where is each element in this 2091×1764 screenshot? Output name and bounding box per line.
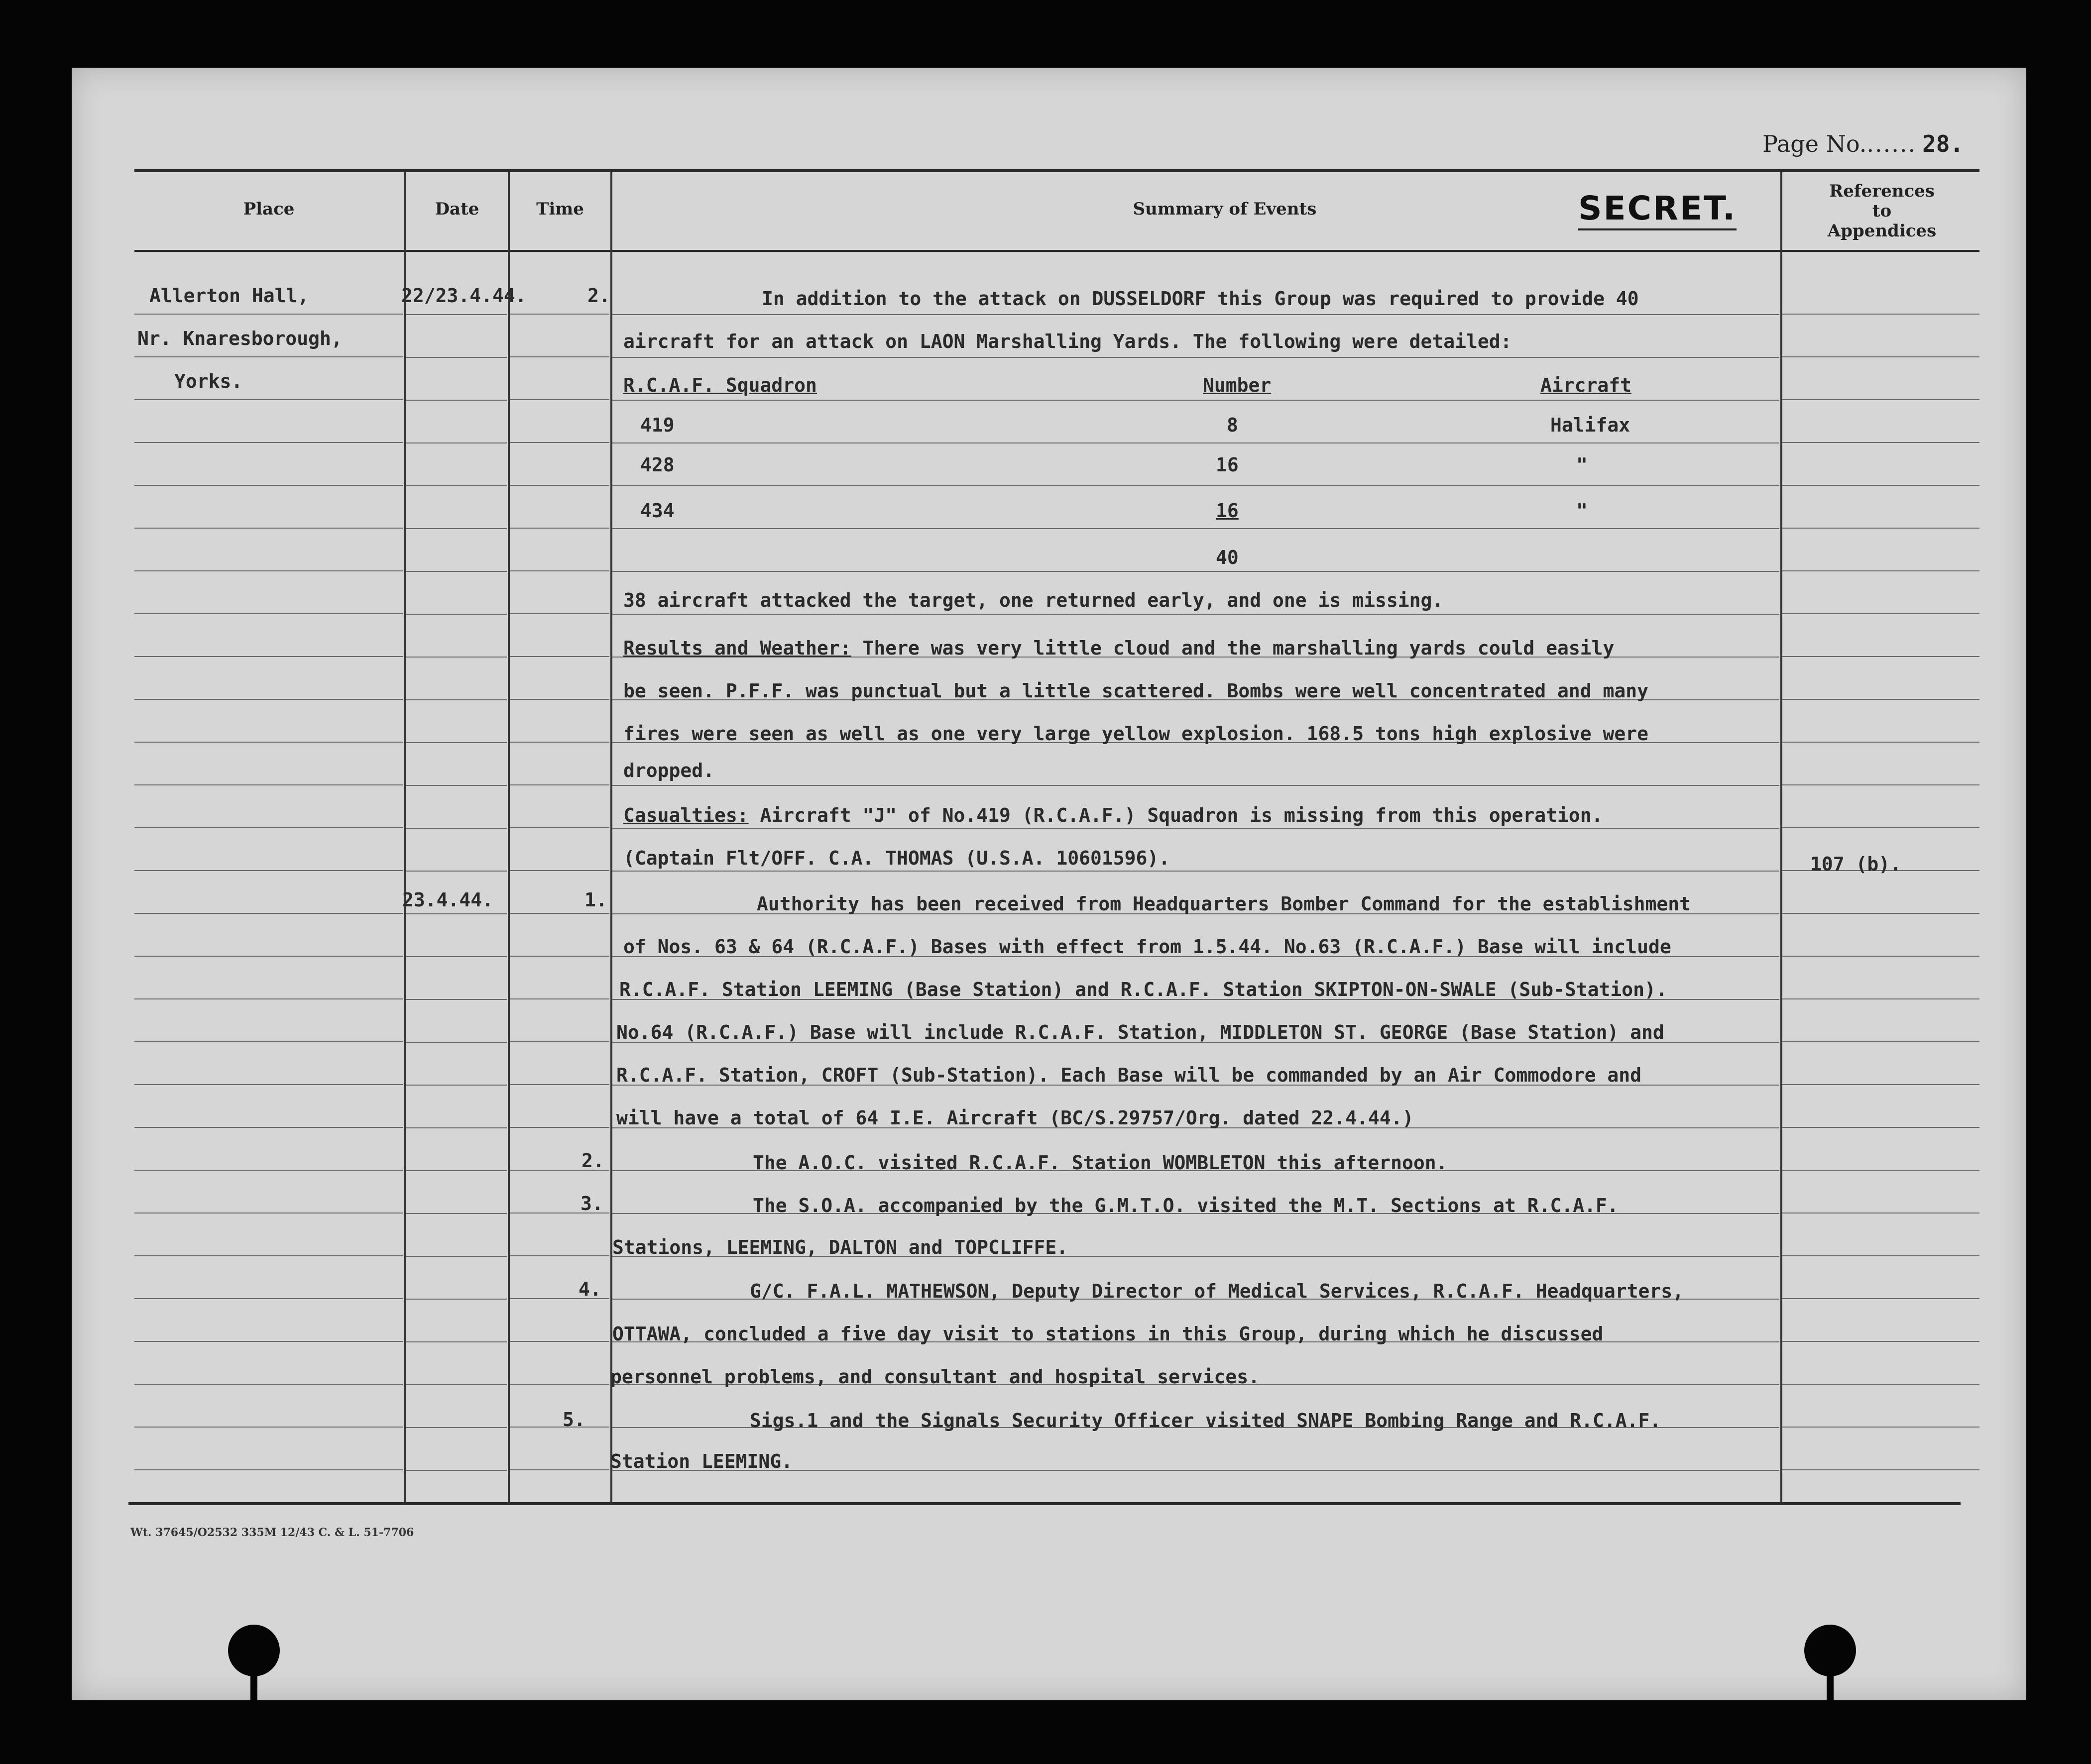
entry2-time: 1. [584,889,607,911]
form-footer-code: Wt. 37645/O2532 335M 12/43 C. & L. 51-7706 [130,1526,414,1539]
ruled-line [510,1255,609,1256]
ruled-line [406,314,507,315]
ruled-line [406,871,507,872]
place-line-3: Yorks. [174,370,243,392]
ruled-line [510,699,609,700]
ruled-line [510,1084,609,1085]
ruled-line [134,314,403,315]
ruled-line [510,784,609,785]
ruled-line [612,528,1779,529]
summary-line-14: R.C.A.F. Station, CROFT (Sub-Station). Each Base will be commanded by an Air Commodore and [616,1064,1642,1086]
ruled-line [1782,742,1979,743]
ruled-line [1782,485,1979,486]
ruled-line [510,956,609,957]
ruled-line [134,613,403,614]
ruled-line [134,356,403,357]
header-references [1782,181,1981,241]
ruled-line [134,399,403,400]
ruled-line [406,485,507,486]
ruled-line [1782,613,1979,614]
ruled-line [1782,1084,1979,1085]
row-1-number: 8 [1227,414,1238,436]
row-3-aircraft: " [1576,500,1588,522]
ruled-line [510,356,609,357]
row-2-aircraft: " [1576,454,1588,476]
ruled-line [510,1041,609,1042]
summary-line-19: G/C. F.A.L. MATHEWSON, Deputy Director of Medical Services, R.C.A.F. Headquarters, [750,1280,1684,1302]
casualties-label: Casualties: [623,804,749,826]
header-references-line1: References [1829,181,1935,201]
ruled-line [510,827,609,828]
ruled-line [406,828,507,829]
summary-line-1: In addition to the attack on DUSSELDORF this Group was required to provide 40 [762,288,1639,310]
ruled-line [406,1341,507,1342]
ruled-line [406,742,507,743]
ruled-line [510,742,609,743]
ruled-line [510,528,609,529]
ruled-line [1782,356,1979,357]
summary-line-22: Sigs.1 and the Signals Security Officer visited SNAPE Bombing Range and R.C.A.F. [750,1410,1661,1432]
ruled-line [1782,656,1979,657]
ruled-line [406,1256,507,1257]
header-place: Place [243,199,295,219]
ruled-line [1782,913,1979,914]
ruled-line [406,1299,507,1300]
ruled-line [1782,998,1979,999]
row-3-number: 16 [1216,500,1239,522]
ruled-line [406,1085,507,1086]
summary-line-23: Station LEEMING. [610,1450,793,1472]
column-divider-summary [1780,172,1782,1502]
ruled-line [612,442,1779,443]
ruled-line [1782,570,1979,571]
entry-time-3: 3. [581,1193,603,1214]
ruled-line [510,913,609,914]
row-1-squadron: 419 [640,414,675,436]
ruled-line [134,1127,403,1128]
page-number-label: Page No. [1762,130,1867,157]
ruled-line [134,485,403,486]
header-bottom-border [134,250,1979,252]
ruled-line [1782,1298,1979,1299]
header-time: Time [536,199,584,219]
ruled-line [406,357,507,358]
aircraft-total: 40 [1216,547,1239,568]
ruled-line [612,357,1779,358]
table-bottom-border [128,1502,1961,1505]
ruled-line [406,913,507,914]
casualties-paragraph [623,804,1603,826]
row-1-aircraft: Halifax [1550,414,1630,436]
ruled-line [406,956,507,957]
ruled-line [406,699,507,700]
page-number [1762,130,1964,157]
column-divider-date [508,172,510,1502]
appendix-reference: 107 (b). [1810,853,1902,875]
ruled-line [510,998,609,999]
table-top-border [134,169,1979,172]
summary-line-5: be seen. P.F.F. was punctual but a little scattered. Bombs were well concentrated and many [623,680,1649,702]
ruled-line [134,998,403,999]
ruled-line [1782,1469,1979,1470]
summary-line-3: 38 aircraft attacked the target, one returned early, and one is missing. [623,589,1444,611]
ruled-line [134,742,403,743]
ruled-line [134,1041,403,1042]
punch-hole-right-slot [1827,1657,1834,1702]
ruled-line [1782,528,1979,529]
summary-line-2: aircraft for an attack on LAON Marshalling Yards. The following were detailed: [623,331,1512,352]
place-line-2: Nr. Knaresborough, [137,328,343,349]
ruled-line [406,785,507,786]
ruled-line [406,614,507,615]
ruled-line [510,870,609,871]
header-summary: Summary of Events [1133,199,1317,219]
ruled-line [406,1170,507,1171]
casualties-text: Aircraft "J" of No.419 (R.C.A.F.) Squadron is missing from this operation. [748,804,1603,826]
ruled-line [406,1127,507,1128]
ruled-line [1782,699,1979,700]
ruled-line [406,442,507,443]
entry-time-4: 4. [579,1278,601,1300]
ruled-line [134,570,403,571]
header-references-line2: to [1872,201,1892,221]
ruled-line [1782,399,1979,400]
summary-line-9: (Captain Flt/OFF. C.A. THOMAS (U.S.A. 10601596). [623,847,1170,869]
ruled-line [406,999,507,1000]
ruled-line [1782,442,1979,443]
header-references-line3: Appendices [1827,221,1937,241]
ruled-line [406,1427,507,1428]
ruled-line [1782,956,1979,957]
ruled-line [134,956,403,957]
ruled-line [1782,1255,1979,1256]
ruled-line [612,314,1779,315]
ruled-line [1782,1427,1979,1428]
ruled-line [510,570,609,571]
summary-line-7: dropped. [623,760,715,781]
summary-line-6: fires were seen as well as one very large yellow explosion. 168.5 tons high explosive were [623,723,1649,745]
page-number-value: 28. [1922,130,1964,157]
ruled-line [406,657,507,658]
ruled-line [134,1384,403,1385]
ruled-line [134,1469,403,1470]
ruled-line [406,1213,507,1214]
ruled-line [134,870,403,871]
summary-line-18: Stations, LEEMING, DALTON and TOPCLIFFE. [612,1236,1068,1258]
col-head-squadron: R.C.A.F. Squadron [623,374,817,396]
ruled-line [406,1384,507,1385]
page-number-dots: ...... [1866,130,1917,157]
column-divider-place [404,172,406,1502]
ruled-line [1782,784,1979,785]
ruled-line [612,785,1779,786]
summary-line-20: OTTAWA, concluded a five day visit to stations in this Group, during which he discussed [612,1323,1604,1345]
ruled-line [134,1084,403,1085]
entry1-date: 22/23.4.44. [401,285,527,307]
entry-time-2: 2. [581,1150,604,1172]
summary-line-13: No.64 (R.C.A.F.) Base will include R.C.A.F. Station, MIDDLETON ST. GEORGE (Base Station) and [616,1021,1664,1043]
war-diary-sheet [72,68,2026,1700]
ruled-line [134,913,403,914]
results-label: Results and Weather: [623,637,851,659]
ruled-line [134,1255,403,1256]
ruled-line [134,784,403,785]
secret-stamp: SECRET. [1578,189,1737,230]
ruled-line [1782,1384,1979,1385]
row-2-number: 16 [1216,454,1239,476]
ruled-line [1782,827,1979,828]
ruled-line [1782,314,1979,315]
ruled-line [134,1341,403,1342]
ruled-line [406,1470,507,1471]
column-divider-time [610,172,612,1502]
ruled-line [612,571,1779,572]
ruled-line [510,1341,609,1342]
ruled-line [510,1427,609,1428]
ruled-line [510,442,609,443]
ruled-line [510,656,609,657]
ruled-line [134,1298,403,1299]
ruled-line [612,871,1779,872]
ruled-line [134,827,403,828]
ruled-line [134,442,403,443]
ruled-line [406,571,507,572]
summary-line-10: Authority has been received from Headquarters Bomber Command for the establishment [757,893,1691,915]
ruled-line [134,528,403,529]
summary-line-12: R.C.A.F. Station LEEMING (Base Station) and R.C.A.F. Station SKIPTON-ON-SWALE (Sub-Station). [619,979,1667,1000]
ruled-line [510,613,609,614]
ruled-line [134,1170,403,1171]
row-2-squadron: 428 [640,454,675,476]
ruled-line [406,400,507,401]
ruled-line [1782,1041,1979,1042]
header-date: Date [435,199,479,219]
row-3-squadron: 434 [640,500,675,522]
ruled-line [1782,1170,1979,1171]
place-line-1: Allerton Hall, [149,285,309,307]
ruled-line [612,400,1779,401]
ruled-line [612,828,1779,829]
ruled-line [406,528,507,529]
ruled-line [510,1127,609,1128]
ruled-line [510,314,609,315]
ruled-line [510,1469,609,1470]
summary-line-15: will have a total of 64 I.E. Aircraft (BC/S.29757/Org. dated 22.4.44.) [616,1107,1414,1129]
summary-line-16: The A.O.C. visited R.C.A.F. Station WOMBLETON this afternoon. [753,1152,1448,1174]
results-text: There was very little cloud and the marshalling yards could easily [851,637,1615,659]
entry1-time: 2. [587,285,610,307]
ruled-line [1782,1341,1979,1342]
entry-time-5: 5. [563,1409,585,1431]
summary-line-21: personnel problems, and consultant and hospital services. [610,1366,1260,1388]
ruled-line [134,656,403,657]
entry2-date: 23.4.44. [402,889,494,911]
results-paragraph-line-1 [623,637,1614,659]
ruled-line [612,614,1779,615]
ruled-line [406,1042,507,1043]
ruled-line [510,485,609,486]
col-head-aircraft: Aircraft [1540,374,1632,396]
ruled-line [134,699,403,700]
ruled-line [510,1384,609,1385]
summary-line-11: of Nos. 63 & 64 (R.C.A.F.) Bases with effect from 1.5.44. No.63 (R.C.A.F.) Base will include [623,936,1671,958]
col-head-number: Number [1203,374,1272,396]
ruled-line [612,485,1779,486]
ruled-line [134,1427,403,1428]
ruled-line [510,399,609,400]
punch-hole-left-slot [250,1657,257,1702]
summary-line-17: The S.O.A. accompanied by the G.M.T.O. visited the M.T. Sections at R.C.A.F. [753,1195,1619,1216]
ruled-line [1782,1127,1979,1128]
